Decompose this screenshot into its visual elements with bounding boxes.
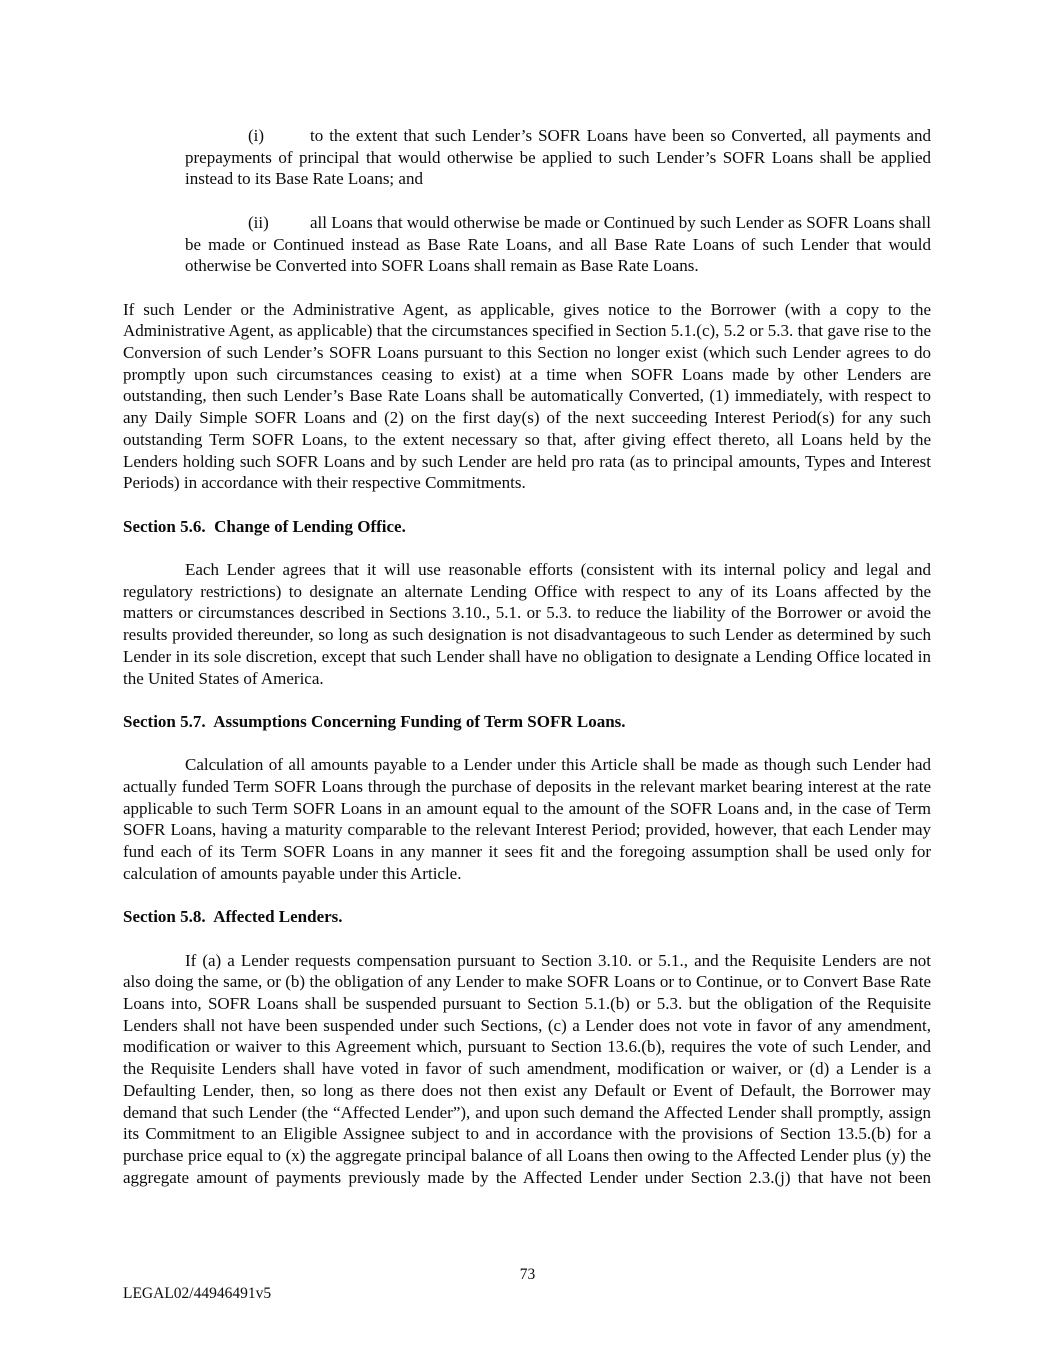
paragraph-conversion-notice: If such Lender or the Administrative Agent, as applicable, gives notice to the Borrower (with a copy to the Administrative Agent, as applicable) that the circumstances specified in Section 5.1.(c), 5.2 or 5.3. that gave rise to the Conversion of such Lender’s SOFR Loans pursuant to this Section no longer exist (which such Lender agrees to do promptly upon such circumstances ceasing to exist) at a time when SOFR Loans made by other Lenders are outstanding, then such Lender’s Base Rate Loans shall be automatically Converted, (1) immediately, with respect to any Daily Simple SOFR Loans and (2) on the first day(s) of the next succeeding Interest Period(s) for any such outstanding Term SOFR Loans, to the extent necessary so that, after giving effect thereto, all Loans held by the Lenders holding such SOFR Loans and by such Lender are held pro rata (as to principal amounts, Types and Interest Periods) in accordance with their respective Commitments. bbox=[123, 299, 931, 493]
document-body bbox=[123, 125, 931, 1210]
page-number: 73 bbox=[519, 1266, 536, 1283]
paragraph-section-5-8: If (a) a Lender requests compensation pursuant to Section 3.10. or 5.1., and the Requisite Lenders are not also doing the same, or (b) the obligation of any Lender to make SOFR Loans or to Continue, or to Convert Base Rate Loans into, SOFR Loans shall be suspended pursuant to Section 5.1.(b) or 5.3. but the obligation of the Requisite Lenders shall not have been suspended under such Sections, (c) a Lender does not vote in favor of any amendment, modification or waiver to this Agreement which, pursuant to Section 13.6.(b), requires the vote of such Lender, and the Requisite Lenders shall have voted in favor of such amendment, modification or waiver, or (d) a Lender is a Defaulting Lender, then, so long as there does not then exist any Default or Event of Default, the Borrower may demand that such Lender (the “Affected Lender”), and upon such demand the Affected Lender shall promptly, assign its Commitment to an Eligible Assignee subject to and in accordance with the provisions of Section 13.5.(b) for a purchase price equal to (x) the aggregate principal balance of all Loans then owing to the Affected Lender plus (y) the aggregate amount of payments previously made by the Affected Lender under Section 2.3.(j) that have not been bbox=[123, 950, 931, 1187]
clause-marker-i: (i) bbox=[248, 126, 265, 145]
clause-text-ii: all Loans that would otherwise be made or Continued by such Lender as SOFR Loans shall be made or Continued instead as Base Rate Loans, and all Base Rate Loans of such Lender that would otherwise be Converted into SOFR Loans shall remain as Base Rate Loans. bbox=[185, 212, 931, 276]
clause-item-ii bbox=[185, 212, 931, 277]
clause-marker-ii: (ii) bbox=[248, 212, 269, 232]
section-heading-5-8: Section 5.8. Affected Lenders. bbox=[123, 907, 343, 927]
paragraph-section-5-7: Calculation of all amounts payable to a Lender under this Article shall be made as though such Lender had actually funded Term SOFR Loans through the purchase of deposits in the relevant market bearing interest at the rate applicable to such Term SOFR Loans in an amount equal to the amount of the SOFR Loans and, in the case of Term SOFR Loans, having a maturity comparable to the relevant Interest Period; provided, however, that each Lender may fund each of its Term SOFR Loans in any manner it sees fit and the foregoing assumption shall be used only for calculation of amounts payable under this Article. bbox=[123, 755, 931, 883]
section-heading-5-7: Section 5.7. Assumptions Concerning Funding of Term SOFR Loans. bbox=[123, 711, 626, 731]
section-heading-5-6: Section 5.6. Change of Lending Office. bbox=[123, 516, 406, 536]
clause-item-i bbox=[185, 125, 931, 190]
clause-text-i: to the extent that such Lender’s SOFR Loans have been so Converted, all payments and prepayments of principal that would otherwise be applied to such Lender’s SOFR Loans shall be applied instead to its Base Rate Loans; and bbox=[185, 126, 931, 189]
document-id-footer: LEGAL02/44946491v5 bbox=[123, 1285, 272, 1302]
paragraph-section-5-6: Each Lender agrees that it will use reasonable efforts (consistent with its internal policy and legal and regulatory restrictions) to designate an alternate Lending Office with respect to any of its Loans affected by the matters or circumstances described in Sections 3.10., 5.1. or 5.3. to reduce the liability of the Borrower or avoid the results provided thereunder, so long as such designation is not disadvantageous to such Lender as determined by such Lender in its sole discretion, except that such Lender shall have no obligation to designate a Lending Office located in the United States of America. bbox=[123, 560, 931, 688]
